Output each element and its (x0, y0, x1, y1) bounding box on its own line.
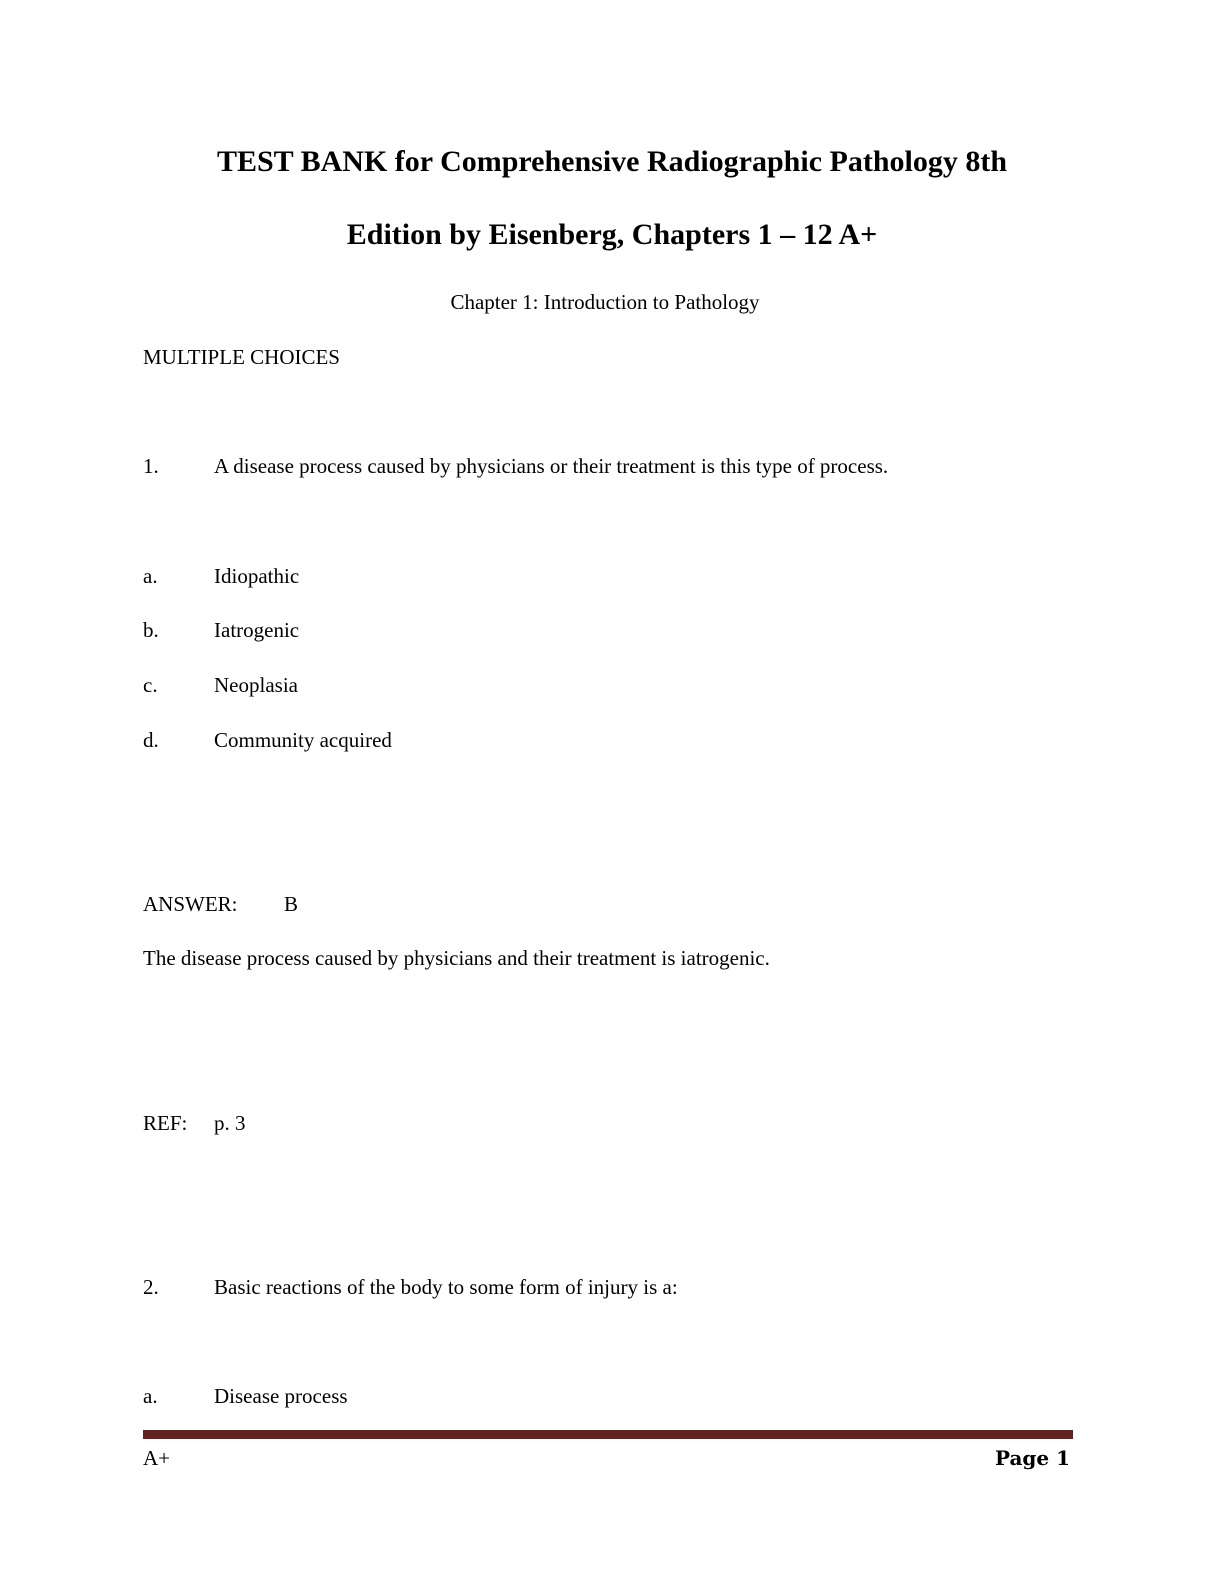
footer-rule (143, 1430, 1073, 1439)
question-text: A disease process caused by physicians or their treatment is this type of process. (214, 454, 889, 478)
title-line-1: TEST BANK for Comprehensive Radiographic Pathology 8th (216, 145, 1008, 178)
answer-explanation: The disease process caused by physicians and their treatment is iatrogenic. (143, 946, 770, 970)
ref-value: p. 3 (214, 1111, 246, 1135)
option-text: Iatrogenic (214, 618, 300, 642)
option-text: Neoplasia (214, 673, 298, 697)
answer-label: ANSWER: (143, 892, 238, 916)
option-letter: a. (143, 564, 158, 588)
section-heading: MULTIPLE CHOICES (143, 345, 340, 369)
chapter-heading: Chapter 1: Introduction to Pathology (450, 290, 760, 314)
answer-value: B (284, 892, 299, 916)
option-text: Idiopathic (214, 564, 300, 588)
ref-label: REF: (143, 1111, 188, 1135)
question-number: 2. (143, 1275, 159, 1299)
footer-left: A+ (143, 1446, 171, 1470)
option-letter: b. (143, 618, 159, 642)
page-number: Page 1 (994, 1446, 1070, 1470)
option-letter: c. (143, 673, 158, 697)
question-number: 1. (143, 454, 159, 478)
question-text: Basic reactions of the body to some form of injury is a: (214, 1275, 678, 1299)
option-letter: a. (143, 1384, 158, 1408)
title-line-2: Edition by Eisenberg, Chapters 1 – 12 A+ (346, 218, 878, 251)
option-text: Community acquired (214, 728, 392, 752)
option-letter: d. (143, 728, 159, 752)
option-text: Disease process (214, 1384, 348, 1408)
